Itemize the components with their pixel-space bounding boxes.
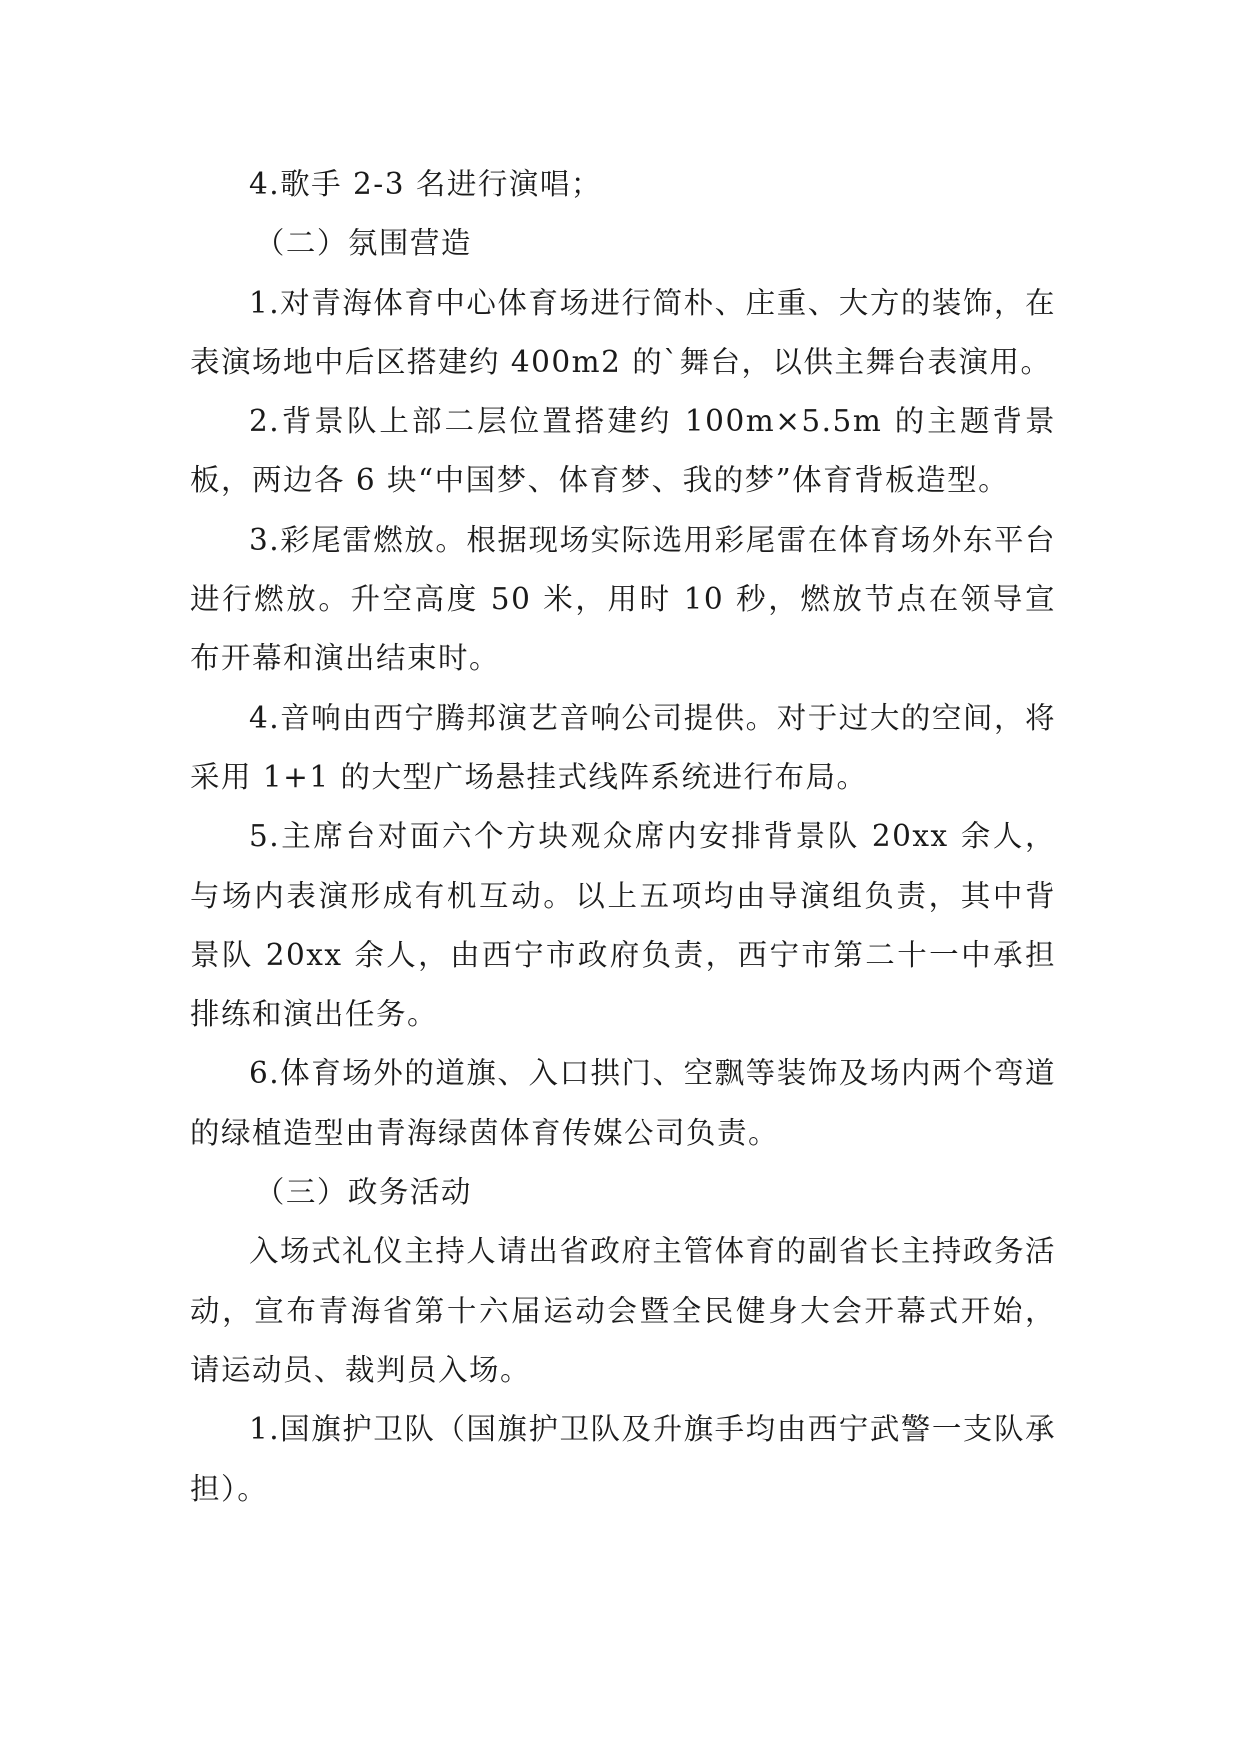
paragraph-singers: 4.歌手 2-3 名进行演唱； (249, 167, 602, 201)
paragraph-audio: 4.音响由西宁腾邦演艺音响公司提供。对于过大的空间，将采用 1+1 的大型广场悬挂式线阵系统进行布局。 (190, 700, 1056, 794)
section-heading-atmosphere: （二）氛围营造 (254, 226, 472, 261)
paragraph-outdoor-decor: 6.体育场外的道旗、入口拱门、空飘等装饰及场内两个弯道的绿植造型由青海绿茵体育传媒公司负责。 (190, 1056, 1056, 1150)
paragraph-background-team: 5.主席台对面六个方块观众席内安排背景队 20xx 余人，与场内表演形成有机互动。以上五项均由导演组负责，其中背景队 20xx 余人，由西宁市政府负责，西宁市第二十一中承担排练和演出任务。 (190, 819, 1056, 1032)
paragraph-backdrop: 2.背景队上部二层位置搭建约 100m×5.5m 的主题背景板，两边各 6 块“中国梦、体育梦、我的梦”体育背板造型。 (190, 404, 1056, 498)
paragraph-flag-guard: 1.国旗护卫队（国旗护卫队及升旗手均由西宁武警一支队承担）。 (190, 1412, 1056, 1506)
paragraph-fireworks: 3.彩尾雷燃放。根据现场实际选用彩尾雷在体育场外东平台进行燃放。升空高度 50 米，用时 10 秒，燃放节点在领导宣布开幕和演出结束时。 (190, 522, 1056, 676)
paragraph-ceremony: 入场式礼仪主持人请出省政府主管体育的副省长主持政务活动，宣布青海省第十六届运动会暨全民健身大会开幕式开始，请运动员、裁判员入场。 (190, 1234, 1056, 1387)
document-body (190, 155, 1056, 1519)
section-heading-government: （三）政务活动 (254, 1175, 472, 1210)
paragraph-decoration: 1.对青海体育中心体育场进行简朴、庄重、大方的装饰，在表演场地中后区搭建约 400m2 的`舞台，以供主舞台表演用。 (190, 285, 1056, 379)
